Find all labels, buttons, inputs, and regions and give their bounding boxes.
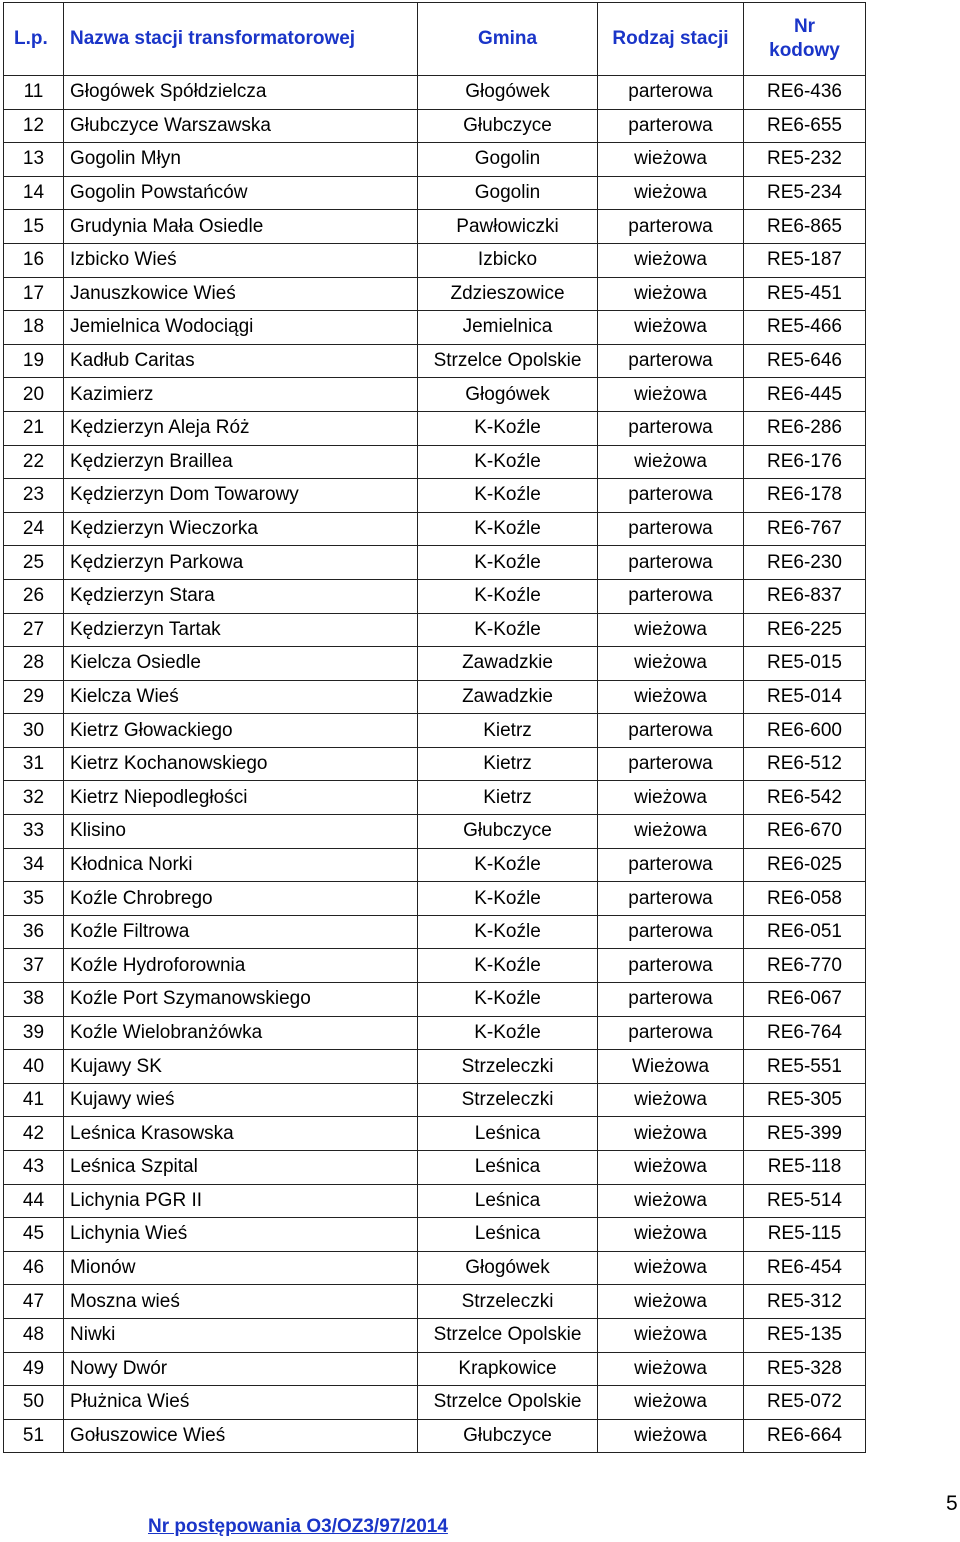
table-row (4, 176, 866, 210)
cell-station-type: parterowa (598, 714, 744, 748)
header-station-name: Nazwa stacji transformatorowej (64, 3, 418, 76)
cell-gmina: K-Koźle (418, 1016, 598, 1050)
cell-station-type: wieżowa (598, 1251, 744, 1285)
cell-station-type: parterowa (598, 983, 744, 1017)
cell-lp: 37 (4, 949, 64, 983)
header-code-line2: kodowy (769, 40, 840, 61)
cell-code: RE5-234 (744, 176, 866, 210)
procedure-number: Nr postępowania O3/OZ3/97/2014 (148, 1516, 448, 1537)
table-row (4, 1083, 866, 1117)
cell-lp: 13 (4, 143, 64, 177)
cell-code: RE5-015 (744, 647, 866, 681)
table-row (4, 1184, 866, 1218)
cell-station-type: parterowa (598, 949, 744, 983)
table-row (4, 311, 866, 345)
cell-station-name: Mionów (64, 1251, 418, 1285)
table-row (4, 1419, 866, 1453)
cell-station-name: Kujawy wieś (64, 1083, 418, 1117)
cell-code: RE5-118 (744, 1151, 866, 1185)
cell-station-name: Kędzierzyn Tartak (64, 613, 418, 647)
cell-lp: 42 (4, 1117, 64, 1151)
cell-gmina: Głubczyce (418, 815, 598, 849)
cell-lp: 51 (4, 1419, 64, 1453)
cell-station-name: Głogówek Spółdzielcza (64, 76, 418, 110)
table-row (4, 714, 866, 748)
table-row (4, 781, 866, 815)
cell-station-type: wieżowa (598, 378, 744, 412)
cell-lp: 22 (4, 445, 64, 479)
stations-table (3, 2, 866, 1453)
cell-gmina: K-Koźle (418, 949, 598, 983)
table-row (4, 747, 866, 781)
cell-station-type: wieżowa (598, 680, 744, 714)
cell-lp: 49 (4, 1352, 64, 1386)
cell-station-name: Lichynia PGR II (64, 1184, 418, 1218)
cell-gmina: Zawadzkie (418, 647, 598, 681)
cell-lp: 18 (4, 311, 64, 345)
cell-gmina: Leśnica (418, 1151, 598, 1185)
cell-code: RE6-512 (744, 747, 866, 781)
cell-lp: 34 (4, 848, 64, 882)
cell-station-name: Izbicko Wieś (64, 243, 418, 277)
cell-station-name: Klisino (64, 815, 418, 849)
table-row (4, 243, 866, 277)
cell-code: RE6-176 (744, 445, 866, 479)
cell-gmina: Głogówek (418, 1251, 598, 1285)
cell-station-name: Gołuszowice Wieś (64, 1419, 418, 1453)
cell-station-name: Moszna wieś (64, 1285, 418, 1319)
cell-gmina: Głubczyce (418, 1419, 598, 1453)
table-row (4, 1251, 866, 1285)
cell-gmina: Leśnica (418, 1218, 598, 1252)
cell-station-name: Kędzierzyn Dom Towarowy (64, 479, 418, 513)
cell-station-name: Kędzierzyn Parkowa (64, 546, 418, 580)
cell-station-type: parterowa (598, 848, 744, 882)
cell-lp: 45 (4, 1218, 64, 1252)
cell-lp: 40 (4, 1050, 64, 1084)
cell-lp: 31 (4, 747, 64, 781)
cell-station-name: Kielcza Wieś (64, 680, 418, 714)
cell-lp: 30 (4, 714, 64, 748)
cell-station-name: Kędzierzyn Aleja Róż (64, 411, 418, 445)
cell-station-type: wieżowa (598, 1419, 744, 1453)
cell-code: RE5-115 (744, 1218, 866, 1252)
cell-gmina: Kietrz (418, 714, 598, 748)
table-row (4, 1117, 866, 1151)
cell-station-type: wieżowa (598, 1218, 744, 1252)
cell-lp: 47 (4, 1285, 64, 1319)
cell-gmina: Leśnica (418, 1117, 598, 1151)
cell-lp: 23 (4, 479, 64, 513)
cell-station-name: Koźle Port Szymanowskiego (64, 983, 418, 1017)
table-row (4, 647, 866, 681)
cell-station-type: wieżowa (598, 1318, 744, 1352)
cell-station-name: Januszkowice Wieś (64, 277, 418, 311)
cell-station-name: Leśnica Szpital (64, 1151, 418, 1185)
table-row (4, 1151, 866, 1185)
cell-gmina: K-Koźle (418, 983, 598, 1017)
cell-code: RE6-025 (744, 848, 866, 882)
cell-lp: 14 (4, 176, 64, 210)
table-body (4, 76, 866, 1453)
cell-gmina: Jemielnica (418, 311, 598, 345)
cell-code: RE6-764 (744, 1016, 866, 1050)
cell-station-name: Kadłub Caritas (64, 344, 418, 378)
cell-lp: 20 (4, 378, 64, 412)
cell-gmina: Strzeleczki (418, 1285, 598, 1319)
cell-station-type: wieżowa (598, 311, 744, 345)
cell-code: RE6-865 (744, 210, 866, 244)
cell-code: RE6-230 (744, 546, 866, 580)
cell-gmina: Gogolin (418, 176, 598, 210)
cell-station-name: Płużnica Wieś (64, 1386, 418, 1420)
cell-lp: 15 (4, 210, 64, 244)
table-row (4, 378, 866, 412)
cell-code: RE6-664 (744, 1419, 866, 1453)
cell-gmina: Strzelce Opolskie (418, 1318, 598, 1352)
table-row (4, 479, 866, 513)
cell-gmina: K-Koźle (418, 915, 598, 949)
cell-lp: 32 (4, 781, 64, 815)
table-row (4, 445, 866, 479)
cell-station-name: Grudynia Mała Osiedle (64, 210, 418, 244)
cell-station-type: wieżowa (598, 1386, 744, 1420)
cell-station-type: parterowa (598, 76, 744, 110)
cell-gmina: Kietrz (418, 747, 598, 781)
cell-station-name: Kędzierzyn Braillea (64, 445, 418, 479)
cell-gmina: Głogówek (418, 378, 598, 412)
cell-code: RE5-466 (744, 311, 866, 345)
cell-station-type: parterowa (598, 546, 744, 580)
cell-gmina: Izbicko (418, 243, 598, 277)
cell-station-type: wieżowa (598, 1352, 744, 1386)
table-row (4, 143, 866, 177)
table-row (4, 815, 866, 849)
cell-lp: 28 (4, 647, 64, 681)
cell-gmina: K-Koźle (418, 848, 598, 882)
cell-gmina: Krapkowice (418, 1352, 598, 1386)
cell-lp: 12 (4, 109, 64, 143)
table-row (4, 1386, 866, 1420)
cell-station-type: wieżowa (598, 781, 744, 815)
cell-gmina: Głogówek (418, 76, 598, 110)
cell-gmina: K-Koźle (418, 411, 598, 445)
table-row (4, 1318, 866, 1352)
cell-station-type: parterowa (598, 747, 744, 781)
cell-code: RE6-436 (744, 76, 866, 110)
cell-gmina: K-Koźle (418, 613, 598, 647)
cell-lp: 39 (4, 1016, 64, 1050)
cell-code: RE5-312 (744, 1285, 866, 1319)
table-row (4, 411, 866, 445)
table-row (4, 848, 866, 882)
cell-code: RE6-454 (744, 1251, 866, 1285)
cell-lp: 11 (4, 76, 64, 110)
cell-station-type: parterowa (598, 109, 744, 143)
cell-gmina: Głubczyce (418, 109, 598, 143)
header-code-line1: Nr (793, 16, 816, 37)
cell-code: RE6-178 (744, 479, 866, 513)
cell-lp: 24 (4, 512, 64, 546)
cell-code: RE5-646 (744, 344, 866, 378)
page-number: 5 (946, 1492, 958, 1515)
cell-gmina: Leśnica (418, 1184, 598, 1218)
cell-code: RE6-600 (744, 714, 866, 748)
cell-code: RE5-551 (744, 1050, 866, 1084)
cell-station-name: Kietrz Głowackiego (64, 714, 418, 748)
cell-station-name: Jemielnica Wodociągi (64, 311, 418, 345)
cell-station-type: wieżowa (598, 1184, 744, 1218)
cell-lp: 33 (4, 815, 64, 849)
table-row (4, 915, 866, 949)
cell-gmina: K-Koźle (418, 546, 598, 580)
cell-lp: 46 (4, 1251, 64, 1285)
cell-station-type: wieżowa (598, 1151, 744, 1185)
cell-gmina: K-Koźle (418, 445, 598, 479)
cell-gmina: K-Koźle (418, 479, 598, 513)
cell-code: RE5-328 (744, 1352, 866, 1386)
cell-station-name: Koźle Filtrowa (64, 915, 418, 949)
cell-code: RE5-072 (744, 1386, 866, 1420)
table-row (4, 579, 866, 613)
cell-station-type: wieżowa (598, 176, 744, 210)
cell-code: RE6-058 (744, 882, 866, 916)
cell-station-name: Gogolin Młyn (64, 143, 418, 177)
cell-station-name: Koźle Chrobrego (64, 882, 418, 916)
cell-station-name: Leśnica Krasowska (64, 1117, 418, 1151)
table-row (4, 983, 866, 1017)
cell-code: RE6-655 (744, 109, 866, 143)
cell-station-name: Kielcza Osiedle (64, 647, 418, 681)
cell-station-name: Kujawy SK (64, 1050, 418, 1084)
cell-station-name: Niwki (64, 1318, 418, 1352)
table-row (4, 76, 866, 110)
cell-station-name: Kazimierz (64, 378, 418, 412)
cell-station-name: Gogolin Powstańców (64, 176, 418, 210)
cell-gmina: Strzeleczki (418, 1050, 598, 1084)
cell-code: RE6-067 (744, 983, 866, 1017)
table-row (4, 882, 866, 916)
cell-code: RE6-767 (744, 512, 866, 546)
cell-station-type: parterowa (598, 579, 744, 613)
cell-code: RE6-286 (744, 411, 866, 445)
cell-lp: 19 (4, 344, 64, 378)
table-row (4, 1016, 866, 1050)
cell-station-name: Lichynia Wieś (64, 1218, 418, 1252)
table-row (4, 546, 866, 580)
cell-gmina: Kietrz (418, 781, 598, 815)
cell-station-name: Głubczyce Warszawska (64, 109, 418, 143)
table-row (4, 680, 866, 714)
cell-code: RE6-670 (744, 815, 866, 849)
cell-station-type: wieżowa (598, 277, 744, 311)
header-gmina: Gmina (418, 3, 598, 76)
cell-lp: 44 (4, 1184, 64, 1218)
cell-station-type: wieżowa (598, 445, 744, 479)
cell-station-type: parterowa (598, 411, 744, 445)
cell-station-name: Kędzierzyn Stara (64, 579, 418, 613)
table-row (4, 1218, 866, 1252)
cell-station-name: Nowy Dwór (64, 1352, 418, 1386)
cell-lp: 38 (4, 983, 64, 1017)
cell-station-type: wieżowa (598, 613, 744, 647)
cell-code: RE6-770 (744, 949, 866, 983)
cell-gmina: K-Koźle (418, 882, 598, 916)
table-row (4, 949, 866, 983)
table-row (4, 344, 866, 378)
cell-lp: 36 (4, 915, 64, 949)
table-row (4, 613, 866, 647)
cell-station-type: Wieżowa (598, 1050, 744, 1084)
cell-gmina: Strzelce Opolskie (418, 344, 598, 378)
cell-code: RE6-051 (744, 915, 866, 949)
cell-code: RE5-187 (744, 243, 866, 277)
cell-station-name: Kędzierzyn Wieczorka (64, 512, 418, 546)
cell-code: RE5-135 (744, 1318, 866, 1352)
cell-code: RE6-837 (744, 579, 866, 613)
cell-station-name: Kietrz Kochanowskiego (64, 747, 418, 781)
cell-station-type: parterowa (598, 512, 744, 546)
cell-lp: 48 (4, 1318, 64, 1352)
table-row (4, 109, 866, 143)
cell-station-name: Koźle Wielobranżówka (64, 1016, 418, 1050)
cell-lp: 29 (4, 680, 64, 714)
table-header-row (4, 3, 866, 76)
cell-station-type: parterowa (598, 915, 744, 949)
cell-code: RE6-542 (744, 781, 866, 815)
cell-code: RE5-014 (744, 680, 866, 714)
cell-code: RE5-399 (744, 1117, 866, 1151)
table-row (4, 1352, 866, 1386)
cell-lp: 43 (4, 1151, 64, 1185)
table-row (4, 1285, 866, 1319)
cell-station-type: parterowa (598, 479, 744, 513)
cell-code: RE6-225 (744, 613, 866, 647)
cell-station-type: wieżowa (598, 1117, 744, 1151)
header-station-type: Rodzaj stacji (598, 3, 744, 76)
cell-station-name: Koźle Hydroforownia (64, 949, 418, 983)
cell-lp: 50 (4, 1386, 64, 1420)
cell-station-type: parterowa (598, 882, 744, 916)
cell-lp: 27 (4, 613, 64, 647)
table-row (4, 277, 866, 311)
cell-gmina: K-Koźle (418, 579, 598, 613)
cell-code: RE5-232 (744, 143, 866, 177)
header-lp: L.p. (4, 3, 64, 76)
table-row (4, 1050, 866, 1084)
cell-code: RE5-305 (744, 1083, 866, 1117)
cell-station-name: Kietrz Niepodległości (64, 781, 418, 815)
cell-lp: 26 (4, 579, 64, 613)
cell-station-type: wieżowa (598, 143, 744, 177)
cell-gmina: Pawłowiczki (418, 210, 598, 244)
table-row (4, 512, 866, 546)
cell-gmina: Strzeleczki (418, 1083, 598, 1117)
cell-station-type: parterowa (598, 210, 744, 244)
cell-code: RE5-451 (744, 277, 866, 311)
cell-station-type: wieżowa (598, 1083, 744, 1117)
table-row (4, 210, 866, 244)
cell-gmina: Zawadzkie (418, 680, 598, 714)
cell-station-type: parterowa (598, 344, 744, 378)
cell-gmina: K-Koźle (418, 512, 598, 546)
header-code (744, 3, 866, 76)
cell-gmina: Zdzieszowice (418, 277, 598, 311)
cell-station-type: wieżowa (598, 1285, 744, 1319)
cell-code: RE6-445 (744, 378, 866, 412)
cell-station-name: Kłodnica Norki (64, 848, 418, 882)
cell-lp: 16 (4, 243, 64, 277)
cell-gmina: Strzelce Opolskie (418, 1386, 598, 1420)
cell-code: RE5-514 (744, 1184, 866, 1218)
cell-station-type: wieżowa (598, 647, 744, 681)
cell-lp: 25 (4, 546, 64, 580)
cell-station-type: wieżowa (598, 815, 744, 849)
cell-station-type: parterowa (598, 1016, 744, 1050)
cell-lp: 21 (4, 411, 64, 445)
cell-gmina: Gogolin (418, 143, 598, 177)
cell-lp: 41 (4, 1083, 64, 1117)
cell-lp: 17 (4, 277, 64, 311)
cell-station-type: wieżowa (598, 243, 744, 277)
cell-lp: 35 (4, 882, 64, 916)
